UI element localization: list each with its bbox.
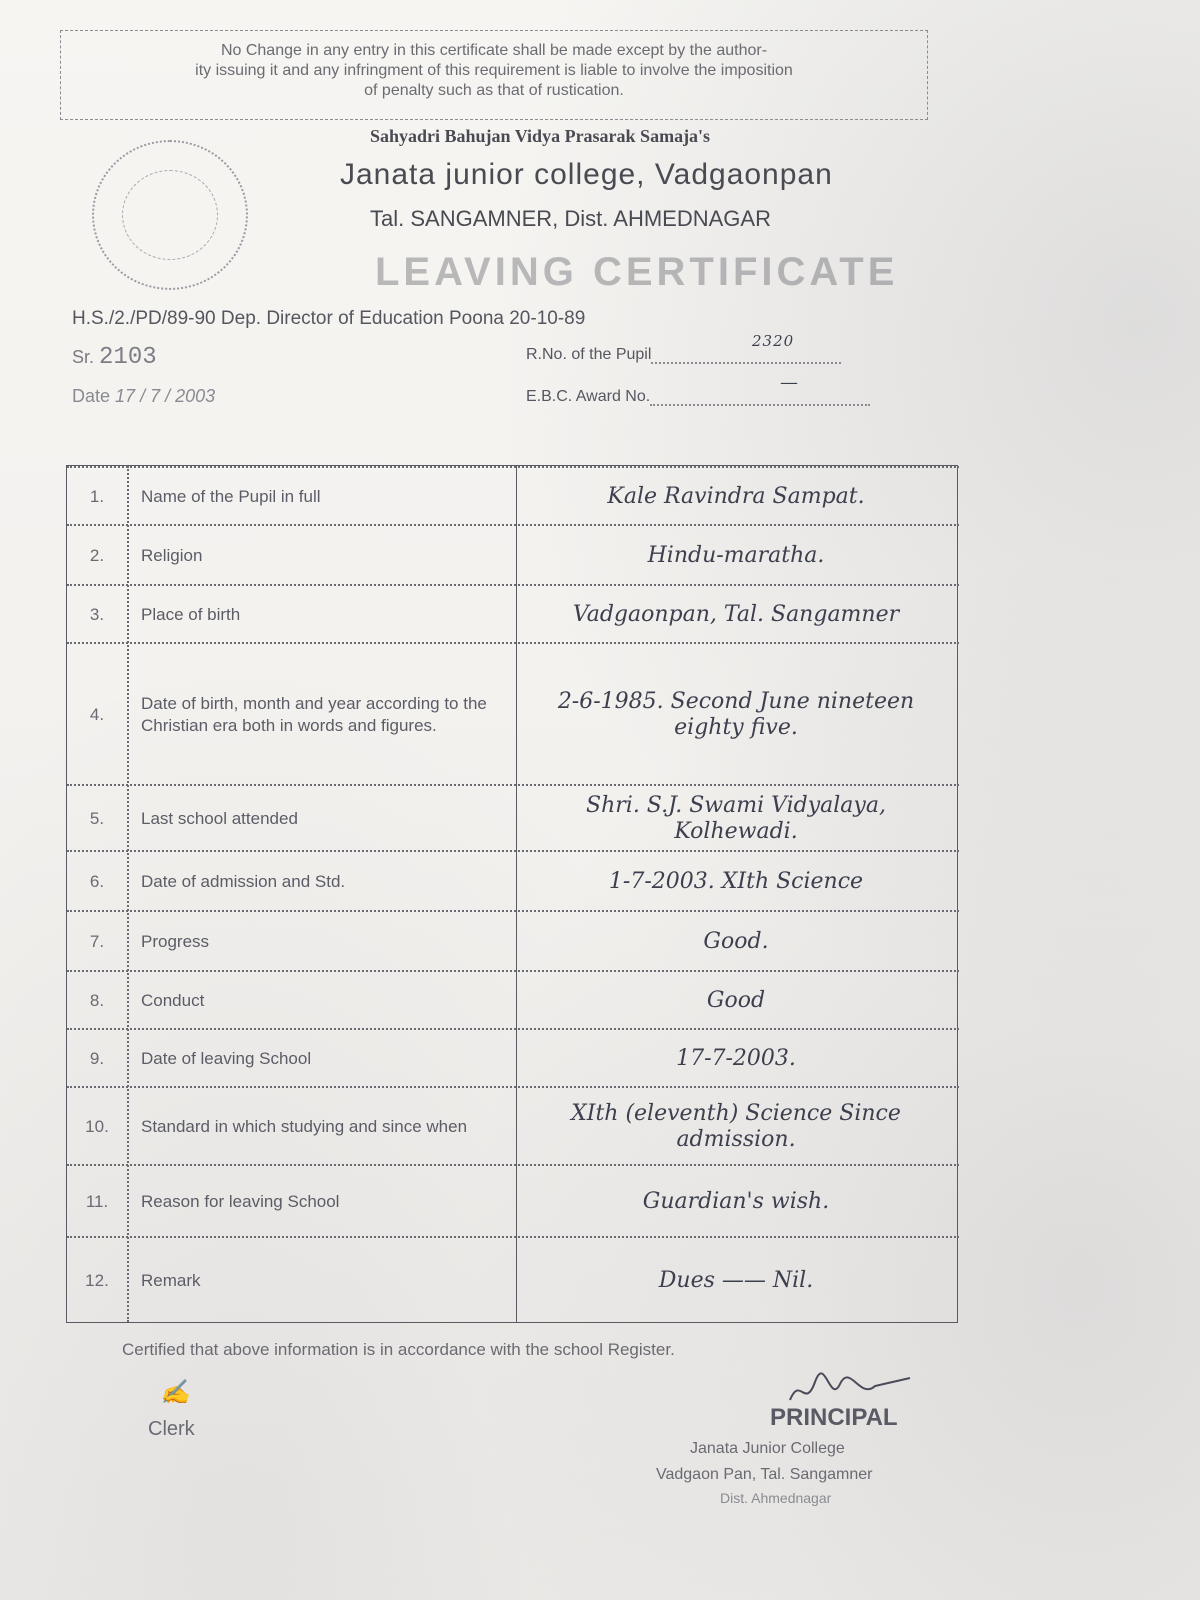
stamp-district: Dist. Ahmednagar <box>720 1490 832 1506</box>
notice-line-2: ity issuing it and any infringment of this requirement is liable to involve the imposition <box>195 62 793 79</box>
table-row: 4. Date of birth, month and year according to the Christian era both in words and figures. 2-6-1985. Second June nineteen eighty five. <box>67 642 959 786</box>
clerk-label: Clerk <box>148 1418 195 1440</box>
table-row: 1. Name of the Pupil in full Kale Ravindra Sampat. <box>67 466 959 526</box>
document-title: LEAVING CERTIFICATE <box>375 250 899 294</box>
pupil-register-number <box>526 332 841 364</box>
serial-label: Sr. <box>72 347 95 367</box>
table-row: 12. Remark Dues —— Nil. <box>67 1236 959 1324</box>
society-name: Sahyadri Bahujan Vidya Prasarak Samaja's <box>370 126 711 146</box>
ebc-award-number <box>526 372 870 406</box>
college-name: Janata junior college, Vadgaonpan <box>340 158 833 191</box>
college-seal-logo <box>92 140 248 290</box>
stamp-college-name: Janata Junior College <box>690 1440 845 1457</box>
serial-value: 2103 <box>99 344 157 371</box>
table-row: 11. Reason for leaving School Guardian's wish. <box>67 1164 959 1238</box>
serial-number <box>72 344 157 371</box>
notice-box <box>60 30 928 120</box>
notice-line-3: of penalty such as that of rustication. <box>364 82 624 99</box>
principal-label: PRINCIPAL <box>770 1404 898 1431</box>
table-row: 6. Date of admission and Std. 1-7-2003. XIth Science <box>67 850 959 912</box>
date-value: 17 / 7 / 2003 <box>115 386 216 406</box>
table-row: 3. Place of birth Vadgaonpan, Tal. Sangamner <box>67 584 959 644</box>
date-label: Date <box>72 386 111 406</box>
table-row: 8. Conduct Good <box>67 970 959 1030</box>
ebc-value: — <box>780 372 798 393</box>
table-row: 2. Religion Hindu-maratha. <box>67 524 959 586</box>
table-row: 10. Standard in which studying and since when XIth (eleventh) Science Since admission. <box>67 1086 959 1166</box>
clerk-signature: ✍ <box>160 1378 190 1406</box>
table-row: 7. Progress Good. <box>67 910 959 972</box>
certification-statement: Certified that above information is in accordance with the school Register. <box>122 1340 675 1359</box>
reference-line: H.S./2./PD/89-90 Dep. Director of Education Poona 20-10-89 <box>72 308 586 329</box>
notice-line-1: No Change in any entry in this certificate shall be made except by the author- <box>220 42 768 59</box>
table-row: 5. Last school attended Shri. S.J. Swami Vidyalaya, Kolhewadi. <box>67 784 959 852</box>
college-address: Tal. SANGAMNER, Dist. AHMEDNAGAR <box>370 206 771 231</box>
table-row: 9. Date of leaving School 17-7-2003. <box>67 1028 959 1088</box>
details-table <box>66 465 958 1323</box>
rno-value: 2320 <box>752 332 795 350</box>
rno-label: R.No. of the Pupil <box>526 346 652 363</box>
stamp-place: Vadgaon Pan, Tal. Sangamner <box>656 1466 873 1483</box>
issue-date <box>72 386 215 407</box>
ebc-label: E.B.C. Award No. <box>526 388 651 405</box>
